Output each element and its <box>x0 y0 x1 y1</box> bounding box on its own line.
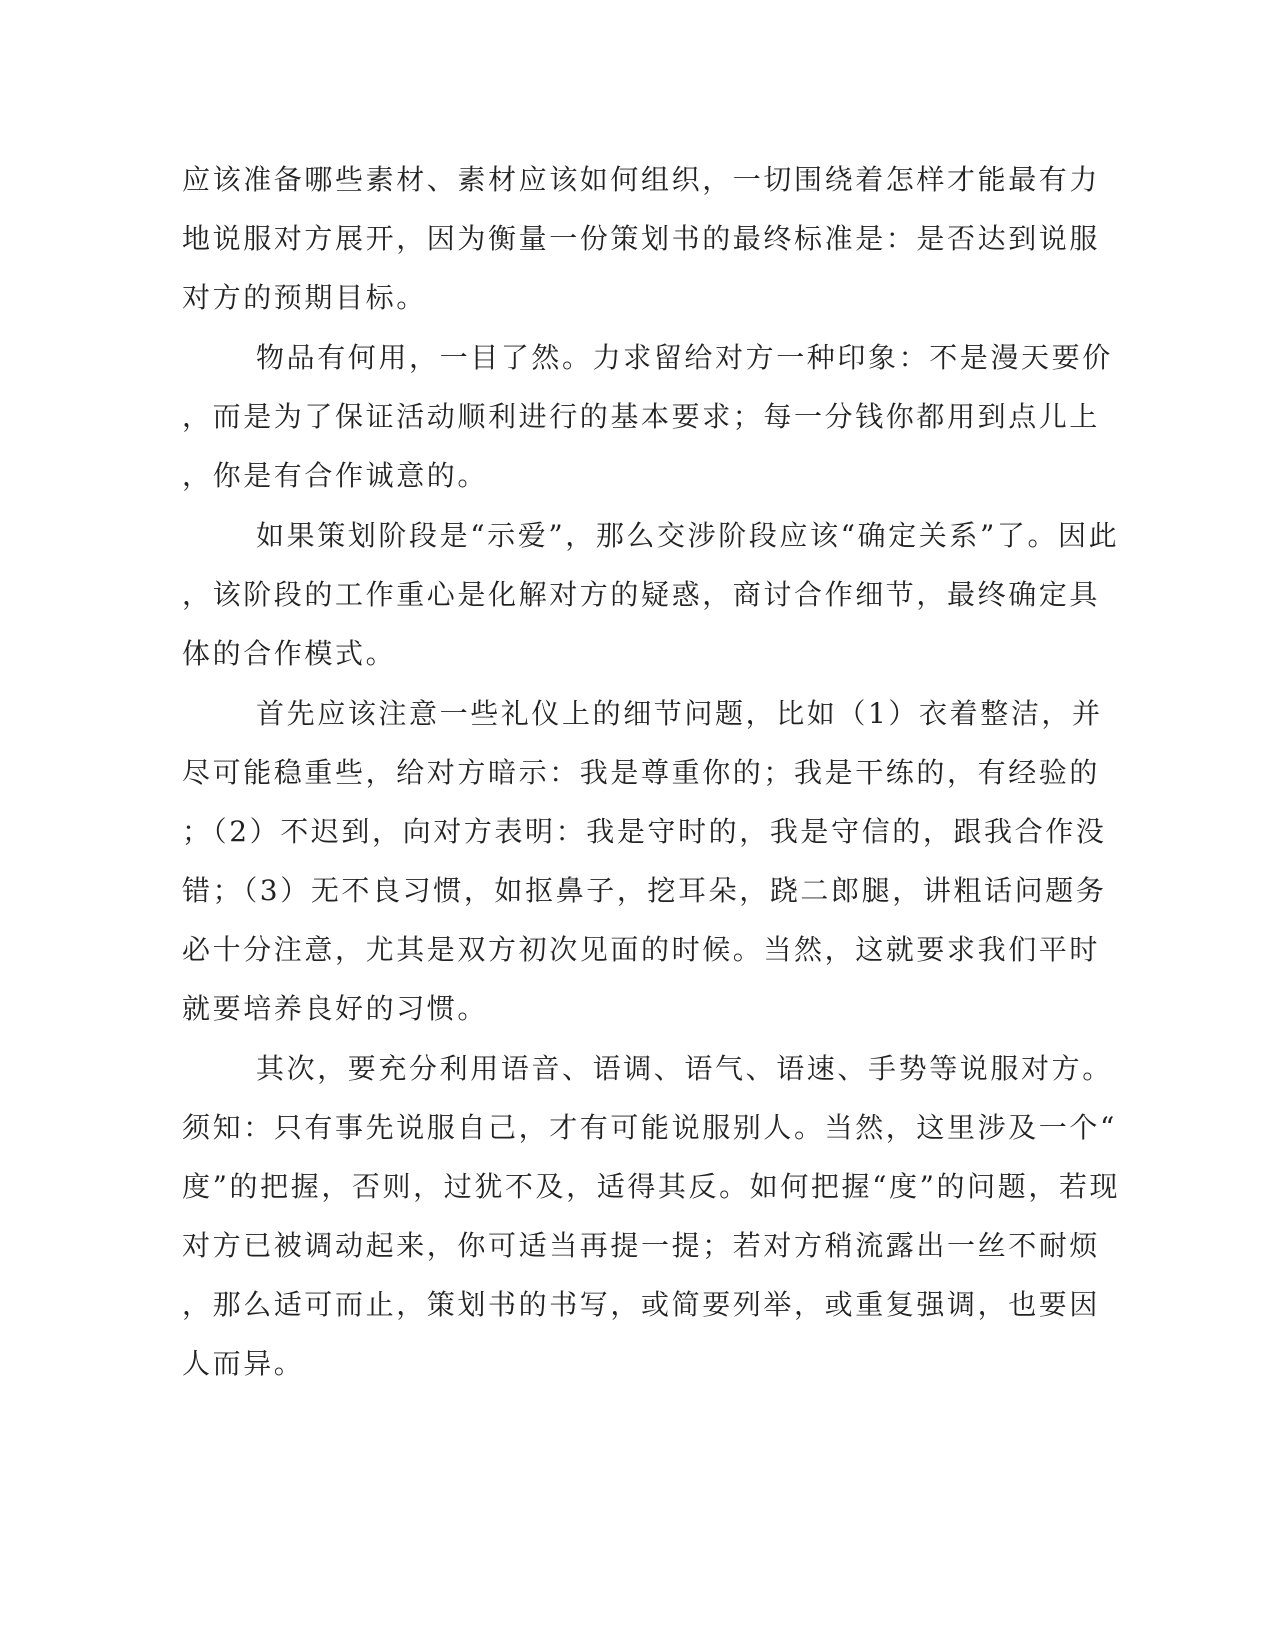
paragraph-4-line-2: 尽可能稳重些，给对方暗示：我是尊重你的；我是干练的，有经验的 <box>182 756 1101 789</box>
paragraph-5-line-3: 度”的把握，否则，过犹不及，适得其反。如何把握“度”的问题，若现 <box>182 1170 1121 1203</box>
paragraph-3-line-1: 如果策划阶段是“示爱”，那么交涉阶段应该“确定关系”了。因此 <box>256 519 1120 552</box>
paragraph-1-line-2: 地说服对方展开，因为衡量一份策划书的最终标准是：是否达到说服 <box>182 222 1101 255</box>
paragraph-4-line-3: ；（2）不迟到，向对方表明：我是守时的，我是守信的，跟我合作没 <box>182 815 1107 848</box>
paragraph-5-line-4: 对方已被调动起来，你可适当再提一提；若对方稍流露出一丝不耐烦 <box>182 1229 1101 1262</box>
paragraph-4-line-6: 就要培养良好的习惯。 <box>182 992 489 1025</box>
paragraph-1-line-1: 应该准备哪些素材、素材应该如何组织，一切围绕着怎样才能最有力 <box>182 163 1101 196</box>
paragraph-5-line-6: 人而异。 <box>182 1347 305 1380</box>
paragraph-2-line-1: 物品有何用，一目了然。力求留给对方一种印象：不是漫天要价 <box>256 341 1113 374</box>
paragraph-5-line-1: 其次，要充分利用语音、语调、语气、语速、手势等说服对方。 <box>256 1052 1113 1085</box>
paragraph-2-line-2: ，而是为了保证活动顺利进行的基本要求；每一分钱你都用到点儿上 <box>182 400 1101 433</box>
paragraph-3-line-3: 体的合作模式。 <box>182 637 397 670</box>
paragraph-4-line-4: 错；（3）无不良习惯，如抠鼻子，挖耳朵，跷二郎腿，讲粗话问题务 <box>182 874 1107 907</box>
paragraph-3-line-2: ，该阶段的工作重心是化解对方的疑惑，商讨合作细节，最终确定具 <box>182 578 1101 611</box>
paragraph-2-line-3: ，你是有合作诚意的。 <box>182 459 489 492</box>
paragraph-5-line-5: ，那么适可而止，策划书的书写，或简要列举，或重复强调，也要因 <box>182 1288 1101 1321</box>
paragraph-4-line-5: 必十分注意，尤其是双方初次见面的时候。当然，这就要求我们平时 <box>182 933 1101 966</box>
paragraph-4-line-1: 首先应该注意一些礼仪上的细节问题，比如（1）衣着整洁，并 <box>256 697 1103 730</box>
paragraph-1-line-3: 对方的预期目标。 <box>182 281 427 314</box>
paragraph-5-line-2: 须知：只有事先说服自己，才有可能说服别人。当然，这里涉及一个“ <box>182 1111 1117 1144</box>
